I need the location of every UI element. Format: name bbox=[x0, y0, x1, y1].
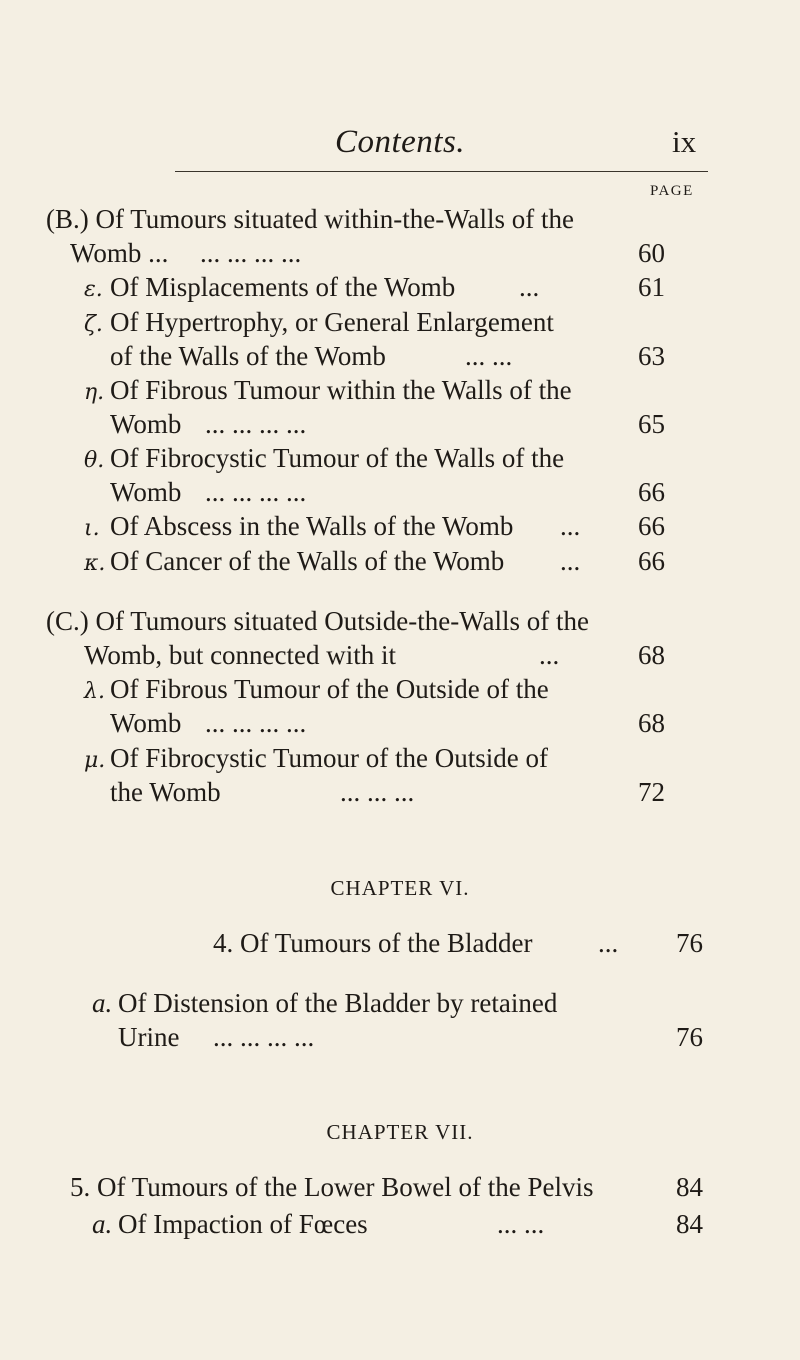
toc-page-number: 60 bbox=[638, 238, 665, 268]
toc-leader-dots: ... bbox=[560, 511, 581, 541]
toc-page-number: 68 bbox=[638, 640, 665, 670]
toc-entry-text: 5. Of Tumours of the Lower Bowel of the Pelvis bbox=[70, 1172, 594, 1202]
toc-entry-marker: λ. bbox=[84, 679, 105, 704]
toc-entry-text: Of Fibrocystic Tumour of the Walls of the bbox=[110, 443, 565, 473]
toc-entry-text: Womb, but connected with it bbox=[84, 640, 397, 670]
toc-leader-dots: ... bbox=[539, 640, 560, 670]
toc-page-number: 66 bbox=[638, 546, 665, 576]
toc-leader-dots: ... ... ... ... bbox=[213, 1022, 315, 1052]
toc-leader-dots: ... bbox=[598, 928, 619, 958]
toc-leader-dots: ... ... ... ... bbox=[205, 409, 307, 439]
toc-entry-marker: μ. bbox=[84, 748, 106, 773]
toc-entry-marker: ε. bbox=[84, 277, 103, 302]
toc-leader-dots: ... bbox=[560, 546, 581, 576]
toc-entry-marker: ι. bbox=[84, 516, 100, 541]
toc-entry-text: the Womb bbox=[110, 777, 221, 807]
running-head-title: Contents. bbox=[334, 124, 466, 160]
running-head-page-number: ix bbox=[672, 124, 697, 159]
toc-entry-text: Of Fibrous Tumour of the Outside of the bbox=[110, 674, 549, 704]
toc-page-number: 66 bbox=[638, 477, 665, 507]
toc-leader-dots: ... ... ... ... bbox=[205, 477, 307, 507]
toc-entry-text: Urine bbox=[118, 1022, 180, 1052]
toc-entry-text: Womb bbox=[110, 409, 182, 439]
toc-page-number: 65 bbox=[638, 409, 665, 439]
toc-page-number: 72 bbox=[638, 777, 665, 807]
toc-entry-text: (C.) Of Tumours situated Outside-the-Walls of the bbox=[46, 606, 590, 636]
toc-leader-dots: ... ... ... ... bbox=[200, 238, 302, 268]
toc-entry-text: Of Distension of the Bladder by retained bbox=[118, 988, 558, 1018]
toc-entry-text: Of Cancer of the Walls of the Womb bbox=[110, 546, 505, 576]
toc-page-number: 66 bbox=[638, 511, 665, 541]
toc-page-number: 76 bbox=[676, 1022, 703, 1052]
toc-leader-dots: ... ... bbox=[497, 1209, 545, 1239]
toc-entry-text: (B.) Of Tumours situated within-the-Walls of the bbox=[46, 204, 575, 234]
toc-entry-text: Womb bbox=[110, 477, 182, 507]
toc-leader-dots: ... ... ... ... bbox=[205, 708, 307, 738]
toc-page-number: 76 bbox=[676, 928, 703, 958]
toc-leader-dots: ... ... ... bbox=[340, 777, 415, 807]
toc-entry-text: Of Abscess in the Walls of the Womb bbox=[110, 511, 514, 541]
chapter-heading-vi: CHAPTER VI. bbox=[330, 876, 470, 900]
toc-entry-text: Womb bbox=[110, 708, 182, 738]
header-rule bbox=[175, 171, 708, 172]
toc-entry-marker: a. bbox=[92, 988, 113, 1018]
toc-page-number: 68 bbox=[638, 708, 665, 738]
toc-entry-marker: η. bbox=[84, 380, 105, 405]
toc-entry-marker: a. bbox=[92, 1209, 113, 1239]
toc-leader-dots: ... ... bbox=[465, 341, 513, 371]
toc-entry-text: Of Impaction of Fœces bbox=[118, 1209, 368, 1239]
toc-entry-text: 4. Of Tumours of the Bladder bbox=[213, 928, 533, 958]
toc-entry-marker: κ. bbox=[84, 551, 106, 576]
toc-entry-text: Of Misplacements of the Womb bbox=[110, 272, 456, 302]
toc-page-number: 61 bbox=[638, 272, 665, 302]
toc-page-number: 84 bbox=[676, 1172, 703, 1202]
toc-entry-text: Of Fibrocystic Tumour of the Outside of bbox=[110, 743, 548, 773]
toc-entry-marker: ζ. bbox=[84, 312, 103, 337]
toc-entry-text: Womb ... bbox=[70, 238, 169, 268]
toc-page-number: 84 bbox=[676, 1209, 703, 1239]
toc-leader-dots: ... bbox=[519, 272, 540, 302]
page-column-label: PAGE bbox=[650, 183, 694, 199]
chapter-heading-vii: CHAPTER VII. bbox=[326, 1120, 474, 1144]
toc-entry-text: Of Hypertrophy, or General Enlargement bbox=[110, 307, 554, 337]
toc-entry-text: Of Fibrous Tumour within the Walls of the bbox=[110, 375, 572, 405]
toc-page-number: 63 bbox=[638, 341, 665, 371]
toc-entry-text: of the Walls of the Womb bbox=[110, 341, 386, 371]
toc-entry-marker: θ. bbox=[84, 448, 105, 473]
